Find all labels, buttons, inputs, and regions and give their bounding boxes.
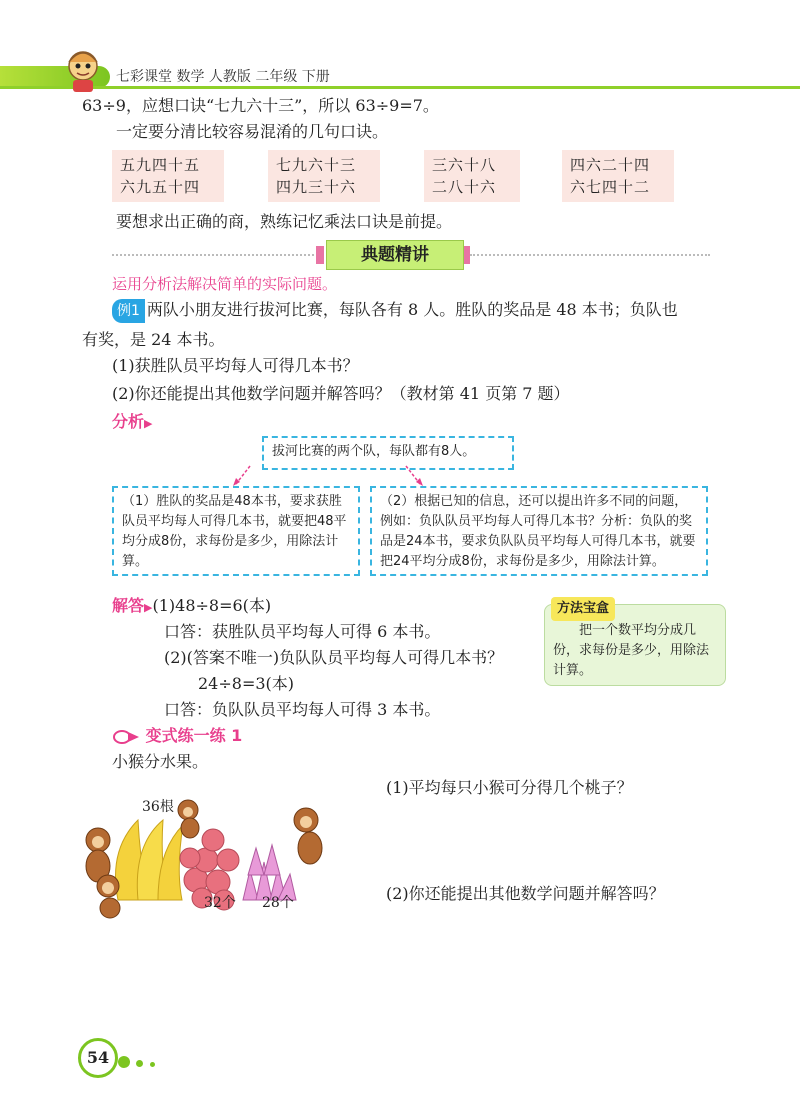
mnemonic: 三六十八 [432, 156, 497, 174]
mnemonic-group-1 [112, 150, 224, 202]
practice-title: 变式练一练 1 [145, 726, 243, 745]
bananas-icon [116, 820, 184, 900]
label-flowers: 28个 [262, 895, 294, 911]
answer-1: (1)48÷8=6(本) [152, 596, 272, 615]
method-text: 把一个数平均分成几份，求每份是多少，用除法计算。 [553, 623, 710, 678]
header-title: 七彩课堂 数学 人教版 二年级 下册 [116, 69, 330, 85]
banner-accent-left [316, 246, 324, 264]
mascot-icon [58, 44, 108, 94]
example-tag: 例1 [112, 299, 145, 323]
label-peaches: 32个 [204, 895, 236, 911]
mnemonic: 四六二十四 [570, 156, 651, 174]
answer-2-reply: 口答：负队队员平均每人可得 3 本书。 [164, 700, 441, 719]
analysis-right-box: （2）根据已知的信息，还可以提出许多不同的问题，例如：负队队员平均每人可得几本书？分析：负队的奖品是24本书，要求负队队员平均每人可得几本书，就要把24平均分成8份，求每份是多少，用除法计算。 [370, 486, 708, 576]
intro-line-1: 63÷9，应想口诀“七九六十三”，所以 63÷9=7。 [82, 96, 439, 115]
mnemonic: 五九四十五 [120, 156, 201, 174]
arrow-right-icon: ▶ [144, 417, 153, 430]
mnemonic-group-3 [424, 150, 520, 202]
practice-question-1: (1)平均每只小猴可分得几个桃子？ [386, 778, 633, 797]
section-subtitle: 运用分析法解决简单的实际问题。 [112, 275, 338, 293]
analysis-label-text: 分析 [112, 412, 145, 431]
decor-dot [136, 1060, 143, 1067]
header-rule [0, 86, 800, 89]
question-1: (1)获胜队员平均每人可得几本书？ [112, 356, 359, 375]
answer-label: 解答 [112, 596, 145, 615]
answer-line-1 [112, 594, 271, 620]
divider-left [112, 254, 318, 256]
method-box [544, 601, 726, 686]
answer-2: (2)(答案不唯一)负队队员平均每人可得几本书？ [164, 648, 504, 667]
arrow-right-icon: ▶ [144, 601, 153, 614]
divider-right [470, 254, 710, 256]
analysis-arrows-icon [230, 462, 430, 488]
decor-dot [150, 1062, 155, 1067]
practice-icon [112, 729, 140, 745]
method-title: 方法宝盒 [551, 597, 615, 621]
analysis-top-box: 拔河比赛的两个队，每队都有8人。 [262, 436, 514, 470]
mnemonic: 六七四十二 [570, 178, 651, 196]
answer-2-calc: 24÷8=3(本) [198, 674, 295, 693]
label-bananas: 36根 [142, 799, 174, 815]
question-2: (2)你还能提出其他数学问题并解答吗？（教材第 41 页第 7 题） [112, 384, 570, 403]
decor-dot [118, 1056, 130, 1068]
mnemonic: 七九六十三 [276, 156, 357, 174]
problem-line-2: 有奖，是 24 本书。 [82, 330, 225, 349]
mnemonic: 二八十六 [432, 178, 497, 196]
mnemonic-group-4 [562, 150, 674, 202]
section-banner: 典题精讲 [326, 240, 464, 270]
analysis-label [112, 410, 152, 436]
problem-line-1 [112, 298, 678, 323]
analysis-left-box: （1）胜队的奖品是48本书，要求获胜队员平均每人可得几本书，就要把48平均分成8份，求每份是多少，用除法计算。 [112, 486, 360, 576]
mnemonic: 四九三十六 [276, 178, 357, 196]
mnemonic: 六九五十四 [120, 178, 201, 196]
intro-line-3: 要想求出正确的商，熟练记忆乘法口诀是前提。 [116, 212, 453, 231]
page-number: 54 [78, 1038, 118, 1078]
intro-line-2: 一定要分清比较容易混淆的几句口诀。 [116, 122, 389, 141]
practice-intro: 小猴分水果。 [112, 752, 209, 771]
answer-1-reply: 口答：获胜队员平均每人可得 6 本书。 [164, 622, 441, 641]
problem-text: 两队小朋友进行拔河比赛，每队各有 8 人。胜队的奖品是 48 本书；负队也 [146, 300, 678, 319]
practice-header [112, 724, 242, 748]
mnemonic-group-2 [268, 150, 380, 202]
practice-question-2: (2)你还能提出其他数学问题并解答吗？ [386, 884, 665, 903]
